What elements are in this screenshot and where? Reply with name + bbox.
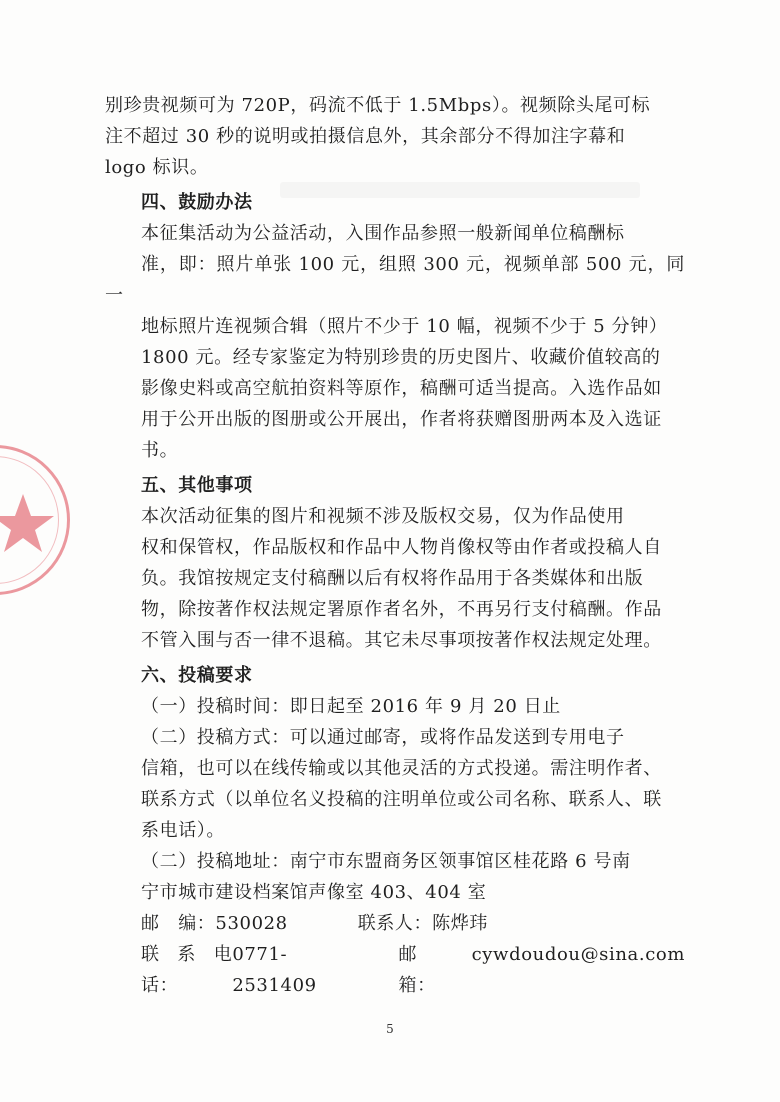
text-line: 1800 元。经专家鉴定为特别珍贵的历史图片、收藏价值较高的: [141, 347, 661, 368]
section-heading: 四、鼓励办法: [141, 192, 253, 213]
contact-row-phone: [105, 939, 685, 1001]
contact-person-value: 陈烨玮: [432, 913, 488, 934]
contact-row-postcode: [105, 908, 685, 939]
official-seal: [0, 445, 70, 595]
text-line: 别珍贵视频可为 720P，码流不低于 1.5Mbps）。视频除头尾可标: [105, 95, 651, 116]
body-paragraph: [105, 90, 685, 183]
body-paragraph: [105, 501, 685, 656]
body-paragraph: [105, 691, 685, 722]
contact-person-label: 联系人：: [357, 913, 433, 934]
phone-label: 联系电话：: [141, 944, 233, 996]
seal-star-icon: [0, 448, 73, 598]
email-value: cywdoudou@sina.com: [471, 944, 685, 965]
text-line: （二）投稿地址：南宁市东盟商务区领事馆区桂花路 6 号南: [141, 851, 631, 872]
text-line: 权和保管权，作品版权和作品中人物肖像权等由作者或投稿人自: [141, 537, 662, 558]
text-line: （一）投稿时间：即日起至 2016 年 9 月 20 日止: [141, 696, 561, 717]
text-line: 系电话）。: [141, 820, 225, 841]
email-label: 邮 箱：: [398, 944, 436, 996]
phone-value: 0771-2531409: [232, 944, 317, 996]
text-line: 不管入围与否一律不退稿。其它未尽事项按著作权法规定处理。: [141, 630, 662, 651]
text-line: 用于公开出版的图册或公开展出，作者将获赠图册两本及入选证: [141, 409, 662, 430]
document-body: [105, 90, 685, 1001]
text-line: 宁市城市建设档案馆声像室 403、404 室: [141, 882, 487, 903]
text-line: 书。: [141, 440, 179, 461]
text-line: 信箱，也可以在线传输或以其他灵活的方式投递。需注明作者、: [141, 758, 662, 779]
text-line: 准，即：照片单张 100 元，组照 300 元，视频单部 500 元，同一: [105, 254, 685, 306]
postcode-value: 530028: [215, 913, 288, 934]
section-heading: 五、其他事项: [141, 475, 253, 496]
text-line: 地标照片连视频合辑（照片不少于 10 幅，视频不少于 5 分钟）: [141, 316, 668, 337]
text-line: 影像史料或高空航拍资料等原作，稿酬可适当提高。入选作品如: [141, 378, 662, 399]
body-paragraph: [105, 846, 685, 908]
text-line: logo 标识。: [105, 157, 209, 178]
body-paragraph: [105, 722, 685, 846]
text-line: 注不超过 30 秒的说明或拍摄信息外，其余部分不得加注字幕和: [105, 126, 626, 147]
page-number: 5: [386, 1022, 394, 1036]
postcode-label: 邮 编：: [141, 913, 216, 934]
text-line: 联系方式（以单位名义投稿的注明单位或公司名称、联系人、联: [141, 789, 662, 810]
text-line: 负。我馆按规定支付稿酬以后有权将作品用于各类媒体和出版: [141, 568, 644, 589]
body-paragraph: [105, 218, 685, 466]
text-line: 物，除按著作权法规定署原作者名外，不再另行支付稿酬。作品: [141, 599, 662, 620]
text-line: （二）投稿方式：可以通过邮寄，或将作品发送到专用电子: [141, 727, 625, 748]
section-heading: 六、投稿要求: [141, 665, 253, 686]
text-line: 本征集活动为公益活动，入围作品参照一般新闻单位稿酬标: [141, 223, 625, 244]
text-line: 本次活动征集的图片和视频不涉及版权交易，仅为作品使用: [141, 506, 625, 527]
